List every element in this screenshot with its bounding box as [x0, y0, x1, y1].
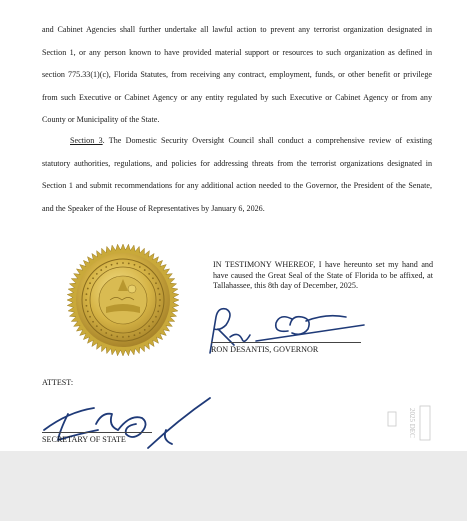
secretary-of-state-label: SECRETARY OF STATE: [42, 435, 126, 444]
attest-label: ATTEST:: [42, 378, 74, 387]
great-seal-icon: [66, 243, 180, 357]
stamp-text: 2025 DEC: [408, 408, 416, 438]
governor-signature-line: [211, 342, 361, 343]
secretary-signature-line: [42, 432, 152, 433]
testimony-clause: IN TESTIMONY WHEREOF, I have hereunto set my hand and have caused the Great Seal of the State of Florida to be affixed, at Tallahassee, this 8th day of December, 2025.: [213, 260, 433, 291]
section-3-text: . The Domestic Security Oversight Council shall conduct a comprehensive review of existing statutory authorities, regulations, and policies for addressing threats from the terrorist organizations designated in Section 1 and submit recommendations for any additional action needed to the Governor, the President of the Senate, and the Speaker of the House of Representatives by January 6, 2026.: [42, 136, 432, 213]
paragraph-agencies-action: and Cabinet Agencies shall further undertake all lawful action to prevent any terrorist organization designated in Section 1, or any person known to have provided material support or resources to such organization as defined in section 775.33(1)(c), Florida Statutes, from receiving any contract, employment, funds, or other benefit or privilege from such Executive or Cabinet Agency or any entity regulated by such Executive or Cabinet Agency or from any County or Municipality of the State.: [42, 25, 432, 125]
section-3-label: Section 3: [70, 136, 103, 145]
paragraph-section-3: [42, 130, 432, 220]
governor-name: RON DESANTIS, GOVERNOR: [211, 345, 319, 354]
filing-stamp-icon: [386, 402, 438, 450]
